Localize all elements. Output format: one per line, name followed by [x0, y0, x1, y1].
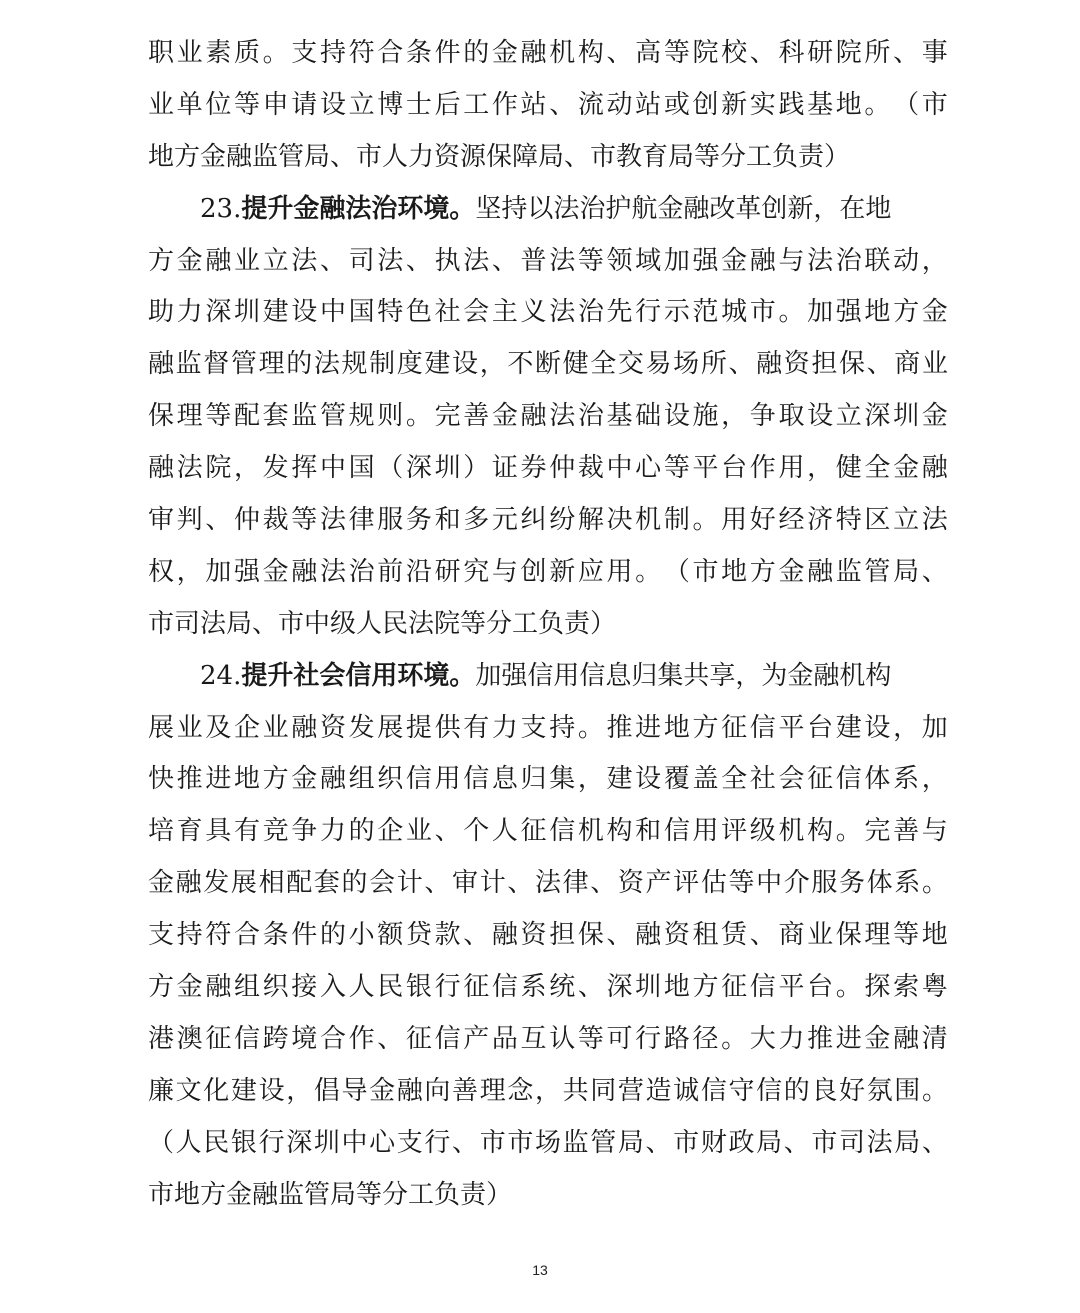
text-line: 金 融 发 展 相 配 套 的 会 计 、 审 计 、 法 律 、 资 产 评 估 等 中 介 服 务 体 系 。 [148, 868, 948, 899]
text-line: 业 单 位 等 申 请 设 立 博 士 后 工 作 站 、 流 动 站 或 创 新 实 践 基 地 。 （ 市 [148, 89, 948, 120]
text-line: 培 育 具 有 竞 争 力 的 企 业 、 个 人 征 信 机 构 和 信 用 评 级 机 构 。 完 善 与 [148, 816, 948, 847]
text-line: 方 金 融 组 织 接 入 人 民 银 行 征 信 系 统 、 深 圳 地 方 征 信 平 台 。 探 索 粤 [148, 972, 948, 1003]
text-line: 廉 文 化 建 设 ， 倡 导 金 融 向 善 理 念 ， 共 同 营 造 诚 信 守 信 的 良 好 氛 围 。 [148, 1075, 948, 1106]
section-intro-text: 坚持以法治护航金融改革创新，在地 [475, 193, 892, 224]
text-line: 快 推 进 地 方 金 融 组 织 信 用 信 息 归 集 ， 建 设 覆 盖 全 社 会 征 信 体 系 ， [148, 764, 948, 795]
text-line: 支 持 符 合 条 件 的 小 额 贷 款 、 融 资 担 保 、 融 资 租 赁 、 商 业 保 理 等 地 [148, 920, 948, 951]
section-heading-line [148, 651, 948, 703]
section-title: 提升金融法治环境。 [241, 193, 476, 224]
body-text [148, 28, 948, 1221]
section-heading-line [148, 184, 948, 236]
section-intro-text: 加强信用信息归集共享，为金融机构 [475, 660, 892, 691]
text-line: 助 力 深 圳 建 设 中 国 特 色 社 会 主 义 法 治 先 行 示 范 城 市 。 加 强 地 方 金 [148, 297, 948, 328]
page-number: 13 [532, 1262, 548, 1278]
responsibility-note: 地方金融监管局、市人力资源保障局、市教育局等分工负责） [148, 141, 851, 172]
text-line: 展 业 及 企 业 融 资 发 展 提 供 有 力 支 持 。 推 进 地 方 征 信 平 台 建 设 ， 加 [148, 712, 948, 743]
responsibility-note: （ 人 民 银 行 深 圳 中 心 支 行 、 市 市 场 监 管 局 、 市 财 政 局 、 市 司 法 局 、 [148, 1127, 948, 1158]
text-line: 职 业 素 质 。 支 持 符 合 条 件 的 金 融 机 构 、 高 等 院 校 、 科 研 院 所 、 事 [148, 38, 948, 68]
text-line: 审 判 、 仲 裁 等 法 律 服 务 和 多 元 纠 纷 解 决 机 制 。 用 好 经 济 特 区 立 法 [148, 505, 948, 536]
responsibility-note: 市司法局、市中级人民法院等分工负责） [148, 608, 617, 639]
text-line: 权 ， 加 强 金 融 法 治 前 沿 研 究 与 创 新 应 用 。 （ 市 地 方 金 融 监 管 局 、 [148, 556, 948, 587]
section-number: 23. [200, 193, 242, 224]
text-line: 方 金 融 业 立 法 、 司 法 、 执 法 、 普 法 等 领 域 加 强 金 融 与 法 治 联 动 ， [148, 245, 948, 276]
text-line: 融 法 院 ， 发 挥 中 国 （ 深 圳 ） 证 券 仲 裁 中 心 等 平 台 作 用 ， 健 全 金 融 [148, 453, 948, 484]
text-line: 保 理 等 配 套 监 管 规 则 。 完 善 金 融 法 治 基 础 设 施 ， 争 取 设 立 深 圳 金 [148, 401, 948, 432]
section-number: 24. [200, 660, 242, 691]
responsibility-note: 市地方金融监管局等分工负责） [148, 1179, 513, 1210]
section-title: 提升社会信用环境。 [241, 660, 476, 691]
text-line: 港 澳 征 信 跨 境 合 作 、 征 信 产 品 互 认 等 可 行 路 径 。 大 力 推 进 金 融 清 [148, 1023, 948, 1054]
text-line: 融 监 督 管 理 的 法 规 制 度 建 设 ， 不 断 健 全 交 易 场 所 、 融 资 担 保 、 商 业 [148, 349, 948, 380]
